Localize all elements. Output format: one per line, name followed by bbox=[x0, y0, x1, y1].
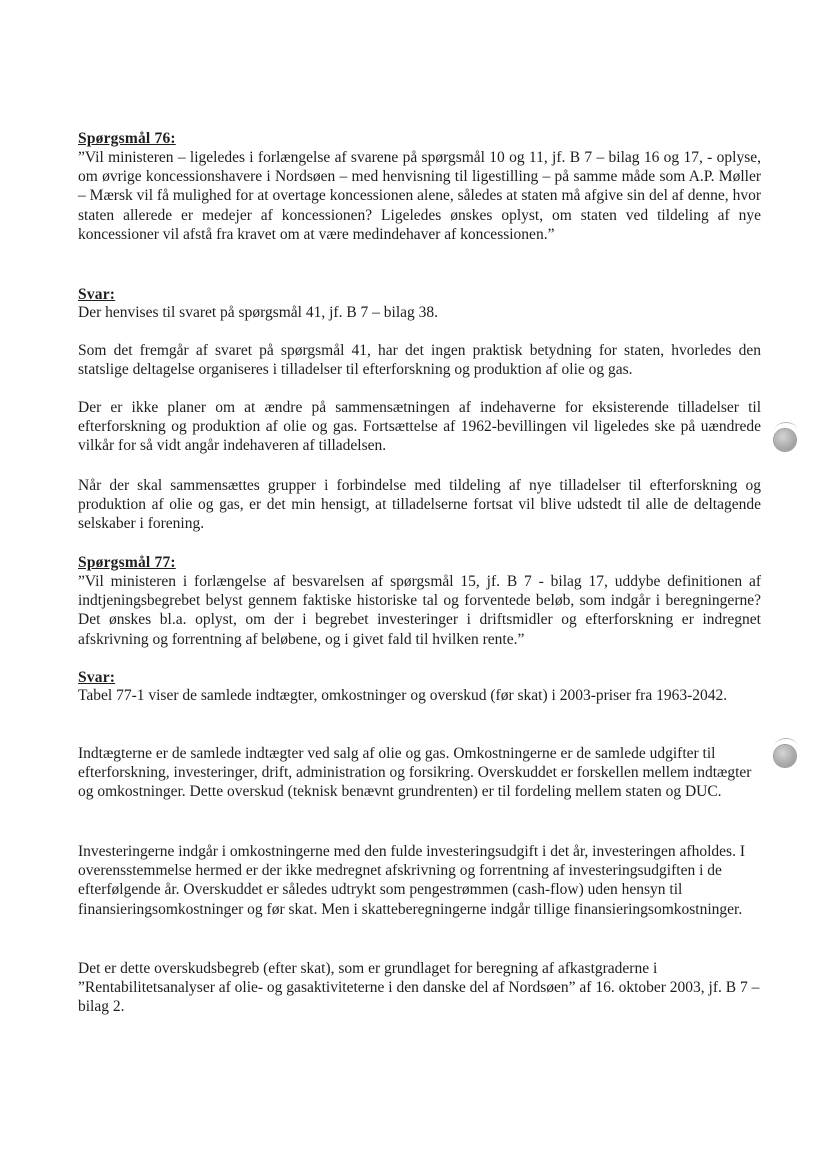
question-76-text: ”Vil ministeren – ligeledes i forlængelse af svarene på spørgsmål 10 og 11, jf. B 7 – bilag 16 og 17, - oplyse, om øvrige koncessionshavere i Nordsøen – med henvisning til ligestilling – på samme måde som A.P. Møller – Mærsk vil få mulighed for at overtage koncessionen alene, således at staten må afgive sin del af denne, hvor staten allerede er medejer af koncessionen? Ligeledes ønskes oplyst, om staten ved tildeling af nye koncessioner vil afstå fra kravet om at være medindehaver af koncessionen.” bbox=[78, 149, 761, 243]
answer-77-paragraph: Indtægterne er de samlede indtægter ved salg af olie og gas. Omkostningerne er de samlede udgifter til efterforskning, investeringer, drift, administration og forsikring. Overskuddet er forskellen mellem indtægter og omkostninger. Dette overskud (teknisk benævnt grundrenten) er til fordeling mellem staten og DUC. bbox=[78, 745, 752, 801]
answer-76-heading: Svar: bbox=[78, 286, 116, 303]
question-77-text: ”Vil ministeren i forlængelse af besvarelsen af spørgsmål 15, jf. B 7 - bilag 17, uddybe definitionen af indtjeningsbegrebet belyst gennem faktiske historiske tal og forventede beløb, som indgår i beregningerne? Det ønskes bl.a. oplyst, om der i begrebet investeringer i driftsmidler og efterforskning er indregnet afskrivning og forrentning af beløbene, og i givet fald til hvilken rente.” bbox=[78, 573, 761, 648]
answer-77-paragraph: Tabel 77-1 viser de samlede indtægter, omkostninger og overskud (før skat) i 2003-priser fra 1963-2042. bbox=[78, 687, 728, 704]
answer-76-paragraph: Når der skal sammensættes grupper i forbindelse med tildeling af nye tilladelser til efterforskning og produktion af olie og gas, er det min hensigt, at tilladelserne fortsat vil blive udstedt til alle de deltagende selskaber i forening. bbox=[78, 477, 761, 533]
punch-hole bbox=[774, 429, 796, 451]
answer-76-paragraph: Som det fremgår af svaret på spørgsmål 41, har det ingen praktisk betydning for staten, hvorledes den statslige deltagelse organiseres i tilladelser til efterforskning og produktion af olie og gas. bbox=[78, 342, 761, 379]
punch-hole bbox=[774, 745, 796, 767]
answer-77-paragraph: Det er dette overskudsbegreb (efter skat), som er grundlaget for beregning af afkastgraderne i ”Rentabilitetsanalyser af olie- og gasaktiviteterne i den danske del af Nordsøen” af 16. oktober 2003, jf. B 7 – bilag 2. bbox=[78, 960, 760, 1016]
answer-77-paragraph: Investeringerne indgår i omkostningerne med den fulde investeringsudgift i det år, investeringen afholdes. I overensstemmelse hermed er der ikke medregnet afskrivning og forrentning af investeringsudgiften i de efterfølgende år. Overskuddet er således udtrykt som pengestrømmen (cash-flow) uden hensyn til finansieringsomkostninger og før skat. Men i skatteberegningerne indgår tillige finansieringsomkostninger. bbox=[78, 843, 745, 918]
question-76-heading: Spørgsmål 76: bbox=[78, 130, 176, 147]
question-77-heading: Spørgsmål 77: bbox=[78, 554, 176, 571]
answer-76-paragraph: Der er ikke planer om at ændre på sammensætningen af indehaverne for eksisterende tilladelser til efterforskning og produktion af olie og gas. Fortsættelse af 1962-bevillingen vil ligeledes ske på uændrede vilkår for så vidt angår indehaveren af tilladelsen. bbox=[78, 399, 761, 455]
answer-76-paragraph: Der henvises til svaret på spørgsmål 41, jf. B 7 – bilag 38. bbox=[78, 304, 439, 321]
answer-77-heading: Svar: bbox=[78, 669, 116, 686]
